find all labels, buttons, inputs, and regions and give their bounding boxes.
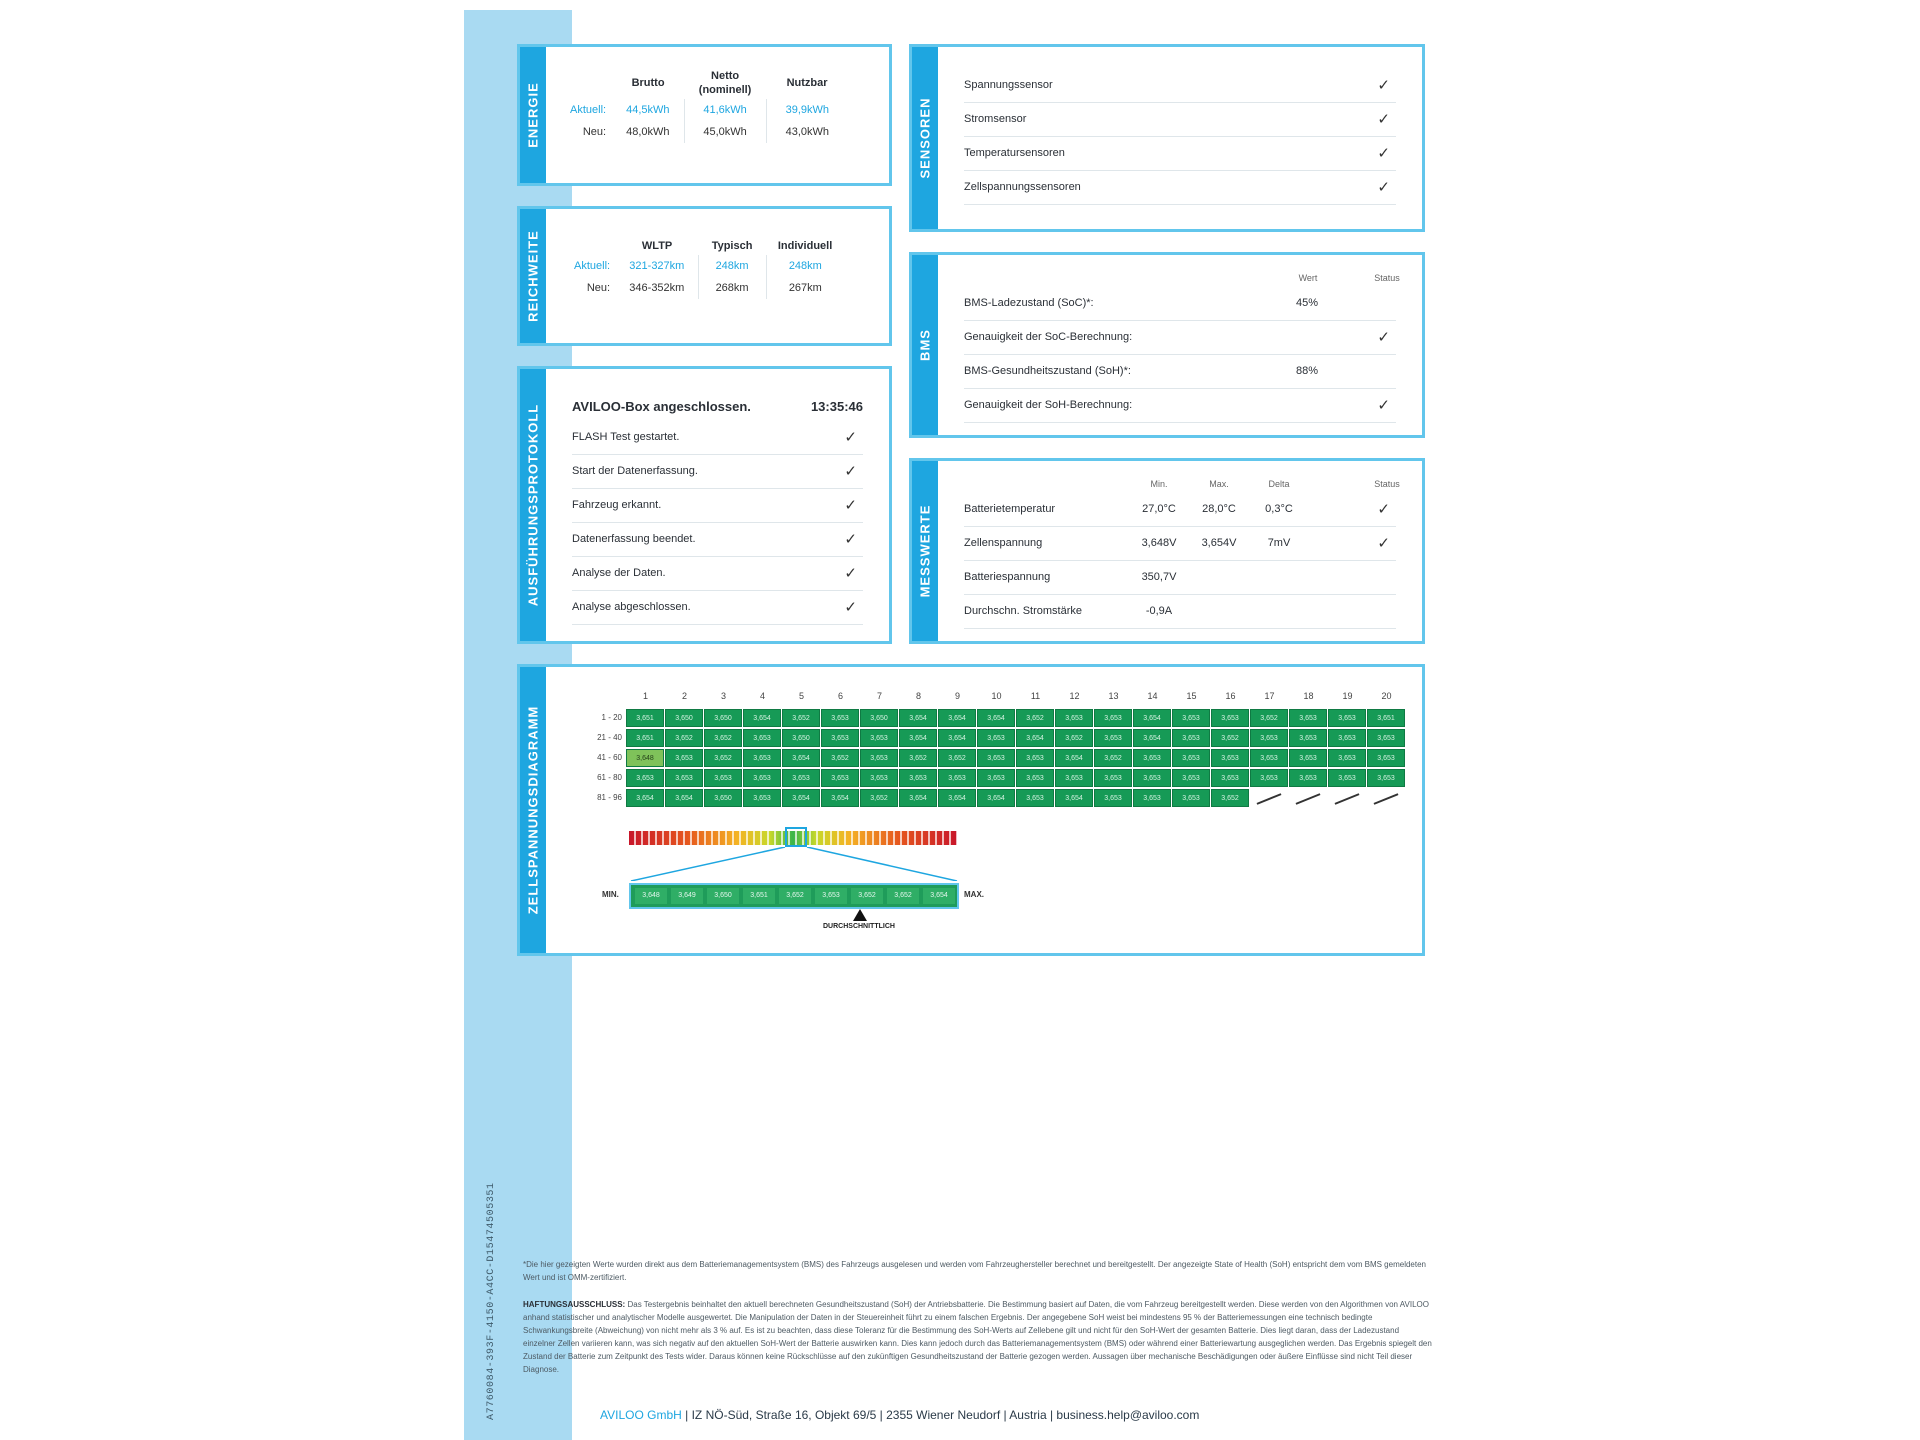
check-icon: ✓ xyxy=(1377,535,1390,552)
messwerte-side-label: MESSWERTE xyxy=(917,504,933,598)
reichweite-value: 346-352km xyxy=(629,282,685,294)
protokoll-item-label: Analyse der Daten. xyxy=(572,567,666,579)
cell-voltage: 3,654 xyxy=(899,729,937,747)
disclaimer xyxy=(523,1298,1433,1376)
cell-voltage: 3,654 xyxy=(938,729,976,747)
energie-side-tab xyxy=(520,47,546,183)
magnified-cell: 3,654 xyxy=(923,888,955,904)
cell-voltage: 3,653 xyxy=(743,749,781,767)
energie-row-label: Neu: xyxy=(582,126,607,138)
column-number: 2 xyxy=(681,691,687,701)
sensor-label: Temperatursensoren xyxy=(964,147,1065,159)
cell-voltage: 3,653 xyxy=(665,769,703,787)
cell-voltage: 3,653 xyxy=(1133,769,1171,787)
sensor-item xyxy=(964,171,1396,205)
column-number: 15 xyxy=(1186,691,1197,701)
protokoll-item-label: Datenerfassung beendet. xyxy=(572,533,696,545)
cell-voltage: 3,652 xyxy=(665,729,703,747)
zoom-funnel xyxy=(629,847,959,881)
magnified-cell: 3,648 xyxy=(635,888,667,904)
cell-voltage: 3,653 xyxy=(1328,769,1366,787)
cell-voltage: 3,654 xyxy=(938,709,976,727)
sensoren-list xyxy=(964,69,1396,205)
cell-voltage: 3,653 xyxy=(1094,769,1132,787)
messwerte-row xyxy=(964,595,1396,629)
sensor-item xyxy=(964,103,1396,137)
column-number: 3 xyxy=(720,691,726,701)
messwerte-max: 28,0°C xyxy=(1202,503,1236,515)
messwerte-min: -0,9A xyxy=(1145,605,1173,617)
reichweite-value: 321-327km xyxy=(629,260,685,272)
cell-voltage: 3,654 xyxy=(1016,729,1054,747)
cell-voltage: 3,652 xyxy=(1211,729,1249,747)
cell-voltage: 3,650 xyxy=(665,709,703,727)
cell-voltage: 3,653 xyxy=(743,789,781,807)
messwerte-min: 3,648V xyxy=(1141,537,1177,549)
cell-voltage: 3,654 xyxy=(1133,729,1171,747)
energie-value: 43,0kWh xyxy=(766,121,848,143)
column-number: 4 xyxy=(759,691,765,701)
cell-voltage: 3,650 xyxy=(704,789,742,807)
column-number: 18 xyxy=(1303,691,1314,701)
cell-voltage: 3,648 xyxy=(626,749,664,767)
magnified-cell: 3,650 xyxy=(707,888,739,904)
max-label: MAX. xyxy=(964,890,984,899)
protokoll-item xyxy=(572,455,863,489)
company-address-rest: | IZ NÖ-Süd, Straße 16, Objekt 69/5 | 2355 Wiener Neudorf | Austria | business.help@aviloo.com xyxy=(681,1408,1200,1422)
bms-header-status: Status xyxy=(1374,273,1400,283)
bms-panel xyxy=(909,252,1425,438)
cell-voltage: 3,653 xyxy=(977,749,1015,767)
bms-row-label: Genauigkeit der SoH-Berechnung: xyxy=(964,399,1133,411)
column-number: 19 xyxy=(1342,691,1353,701)
sensoren-side-tab xyxy=(912,47,938,229)
cell-voltage: 3,651 xyxy=(1367,709,1405,727)
energie-header: Nutzbar xyxy=(786,77,828,89)
column-number: 16 xyxy=(1225,691,1236,701)
cell-voltage: 3,652 xyxy=(1016,709,1054,727)
disclaimer-title: HAFTUNGSAUSSCHLUSS: xyxy=(523,1300,626,1309)
cell-voltage: 3,653 xyxy=(1211,749,1249,767)
company-address xyxy=(600,1408,1199,1422)
cell-voltage: 3,653 xyxy=(977,729,1015,747)
cell-voltage: 3,653 xyxy=(1055,769,1093,787)
messwerte-row-label: Zellenspannung xyxy=(964,537,1043,549)
messwerte-header-max: Max. xyxy=(1209,479,1229,489)
check-icon: ✓ xyxy=(1377,179,1390,196)
empty-cell-slash xyxy=(1335,793,1360,805)
check-icon: ✓ xyxy=(1377,501,1390,518)
cell-voltage: 3,653 xyxy=(1328,709,1366,727)
energie-panel xyxy=(517,44,892,186)
magnified-cell: 3,651 xyxy=(743,888,775,904)
protokoll-item xyxy=(572,557,863,591)
reichweite-value: 268km xyxy=(698,277,766,299)
check-icon: ✓ xyxy=(1377,397,1390,414)
column-number: 5 xyxy=(798,691,804,701)
row-range-label: 1 - 20 xyxy=(601,713,622,722)
cell-voltage: 3,653 xyxy=(704,769,742,787)
cell-voltage: 3,653 xyxy=(626,769,664,787)
bms-row xyxy=(964,287,1396,321)
messwerte-list xyxy=(964,493,1396,629)
cell-voltage: 3,653 xyxy=(1094,789,1132,807)
cell-voltage: 3,653 xyxy=(1016,769,1054,787)
bms-header-wert: Wert xyxy=(1298,273,1318,283)
cell-voltage: 3,654 xyxy=(821,789,859,807)
cell-voltage: 3,654 xyxy=(938,789,976,807)
messwerte-delta: 7mV xyxy=(1267,537,1291,549)
column-number: 14 xyxy=(1147,691,1158,701)
empty-cell-slash xyxy=(1374,793,1399,805)
protokoll-item-label: Fahrzeug erkannt. xyxy=(572,499,662,511)
protokoll-list xyxy=(572,421,863,625)
magnified-range xyxy=(629,883,959,909)
cell-voltage: 3,653 xyxy=(1328,749,1366,767)
cell-voltage: 3,654 xyxy=(899,789,937,807)
cell-voltage: 3,653 xyxy=(860,729,898,747)
check-icon: ✓ xyxy=(1377,329,1390,346)
cell-voltage: 3,652 xyxy=(860,789,898,807)
check-icon: ✓ xyxy=(844,463,857,480)
cell-voltage: 3,653 xyxy=(1367,729,1405,747)
reichweite-value: 267km xyxy=(766,277,844,299)
cell-voltage: 3,653 xyxy=(899,769,937,787)
disclaimer-text: Das Testergebnis beinhaltet den aktuell berechneten Gesundheitszustand (SoH) der Antriebsbatterie. Die Bestimmung basiert auf Daten, die vom Fahrzeug bereitgestellt werden. Diese werden von den Algorithmen von AVILOO anhand statistischer und analytischer Modelle ausgewertet. Die Manipulation der Daten in der Steuereinheit führt zu einem falschen Ergebnis. Der angegebene SoH weist bei mindestens 95 % der Batteriemessungen eine technisch bedingte Schwankungsbreite (Abweichung) von nicht mehr als 3 % auf. Es ist zu beachten, dass diese Toleranz für die Bestimmung des SoH-Werts auf Zellebene gilt und nicht für den SoH-Wert der gesamten Batterie. Dies liegt daran, dass der Ladezustand einzelner Zellen variieren kann, was sich negativ auf den aktuellen SoH-Wert der Batterie auswirken kann. Dies kann jedoch durch das Batteriemanagementsystem (BMS) oder während einer Batteriewartung ausgeglichen werden. Das Ergebnis spiegelt den Zustand der Batterie zum Zeitpunkt des Tests wider. Daraus können keine Rückschlüsse auf den zukünftigen Gesundheitszustand der Batterie gezogen werden. Aussagen über mechanische Beschädigungen oder äußere Einflüsse sind nicht Teil dieser Diagnose. xyxy=(523,1300,1432,1374)
check-icon: ✓ xyxy=(844,599,857,616)
cell-voltage: 3,653 xyxy=(860,749,898,767)
cell-voltage: 3,653 xyxy=(1250,729,1288,747)
energie-value: 44,5kWh xyxy=(626,104,670,116)
cell-voltage: 3,653 xyxy=(860,769,898,787)
reichweite-row-label: Neu: xyxy=(586,282,611,294)
cell-voltage: 3,653 xyxy=(1133,749,1171,767)
column-number: 8 xyxy=(915,691,921,701)
cell-voltage: 3,653 xyxy=(1172,749,1210,767)
bms-row xyxy=(964,389,1396,423)
sensor-label: Zellspannungssensoren xyxy=(964,181,1081,193)
energie-table xyxy=(564,67,848,143)
energie-header: Brutto xyxy=(631,77,665,89)
messwerte-side-tab xyxy=(912,461,938,641)
bms-row xyxy=(964,321,1396,355)
cell-voltage: 3,652 xyxy=(782,709,820,727)
cell-voltage: 3,654 xyxy=(743,709,781,727)
protokoll-item xyxy=(572,421,863,455)
protokoll-side-label: AUSFÜHRUNGSPROTOKOLL xyxy=(525,403,541,607)
cell-voltage: 3,654 xyxy=(626,789,664,807)
cell-voltage: 3,650 xyxy=(782,729,820,747)
bms-side-label: BMS xyxy=(917,329,933,361)
cell-voltage: 3,653 xyxy=(1250,749,1288,767)
sensor-item xyxy=(964,69,1396,103)
cell-voltage: 3,653 xyxy=(1016,789,1054,807)
cell-voltage: 3,653 xyxy=(1172,729,1210,747)
protokoll-item xyxy=(572,523,863,557)
check-icon: ✓ xyxy=(844,497,857,514)
protokoll-side-tab xyxy=(520,369,546,641)
messwerte-header-delta: Delta xyxy=(1268,479,1290,489)
zellspannung-side-label: ZELLSPANNUNGSDIAGRAMM xyxy=(525,705,541,915)
bms-row-label: Genauigkeit der SoC-Berechnung: xyxy=(964,331,1133,343)
cell-voltage: 3,653 xyxy=(1172,789,1210,807)
cell-voltage: 3,653 xyxy=(1289,749,1327,767)
column-number: 7 xyxy=(876,691,882,701)
cell-voltage: 3,654 xyxy=(1055,749,1093,767)
column-number: 20 xyxy=(1381,691,1392,701)
sensoren-panel xyxy=(909,44,1425,232)
min-label: MIN. xyxy=(602,890,619,899)
energie-value: 41,6kWh xyxy=(684,99,766,121)
row-range-label: 41 - 60 xyxy=(597,753,622,762)
energie-row-label: Aktuell: xyxy=(570,104,607,116)
cell-voltage: 3,653 xyxy=(1172,769,1210,787)
messwerte-row xyxy=(964,493,1396,527)
cell-voltage: 3,653 xyxy=(1289,729,1327,747)
bms-row-label: BMS-Gesundheitszustand (SoH)*: xyxy=(964,365,1131,377)
cell-voltage: 3,653 xyxy=(977,769,1015,787)
cell-voltage: 3,654 xyxy=(782,749,820,767)
messwerte-row-label: Batterietemperatur xyxy=(964,503,1056,515)
cell-voltage: 3,653 xyxy=(1328,729,1366,747)
average-label: DURCHSCHNITTLICH xyxy=(823,923,895,930)
check-icon: ✓ xyxy=(844,429,857,446)
cell-voltage: 3,653 xyxy=(1367,769,1405,787)
magnified-cell: 3,652 xyxy=(887,888,919,904)
cell-voltage: 3,652 xyxy=(704,729,742,747)
zellspannung-side-tab xyxy=(520,667,546,953)
magnified-cell: 3,653 xyxy=(815,888,847,904)
column-number: 1 xyxy=(642,691,648,701)
reichweite-table xyxy=(568,237,844,299)
cell-voltage: 3,653 xyxy=(1211,709,1249,727)
reichweite-panel xyxy=(517,206,892,346)
messwerte-min: 27,0°C xyxy=(1142,503,1176,515)
check-icon: ✓ xyxy=(1377,111,1390,128)
company-brand: AVILOO GmbH xyxy=(600,1408,682,1422)
messwerte-header-status: Status xyxy=(1374,479,1400,489)
protokoll-item xyxy=(572,489,863,523)
cell-voltage: 3,654 xyxy=(782,789,820,807)
cell-voltage: 3,650 xyxy=(860,709,898,727)
row-range-label: 21 - 40 xyxy=(597,733,622,742)
protokoll-time: 13:35:46 xyxy=(810,399,863,414)
cell-voltage: 3,653 xyxy=(1250,769,1288,787)
protokoll-item-label: FLASH Test gestartet. xyxy=(572,431,680,443)
bms-side-tab xyxy=(912,255,938,435)
check-icon: ✓ xyxy=(1377,145,1390,162)
cell-voltage: 3,653 xyxy=(821,709,859,727)
cell-voltage: 3,653 xyxy=(821,729,859,747)
messwerte-row-label: Durchschn. Stromstärke xyxy=(964,605,1082,617)
protokoll-item xyxy=(572,591,863,625)
column-number: 12 xyxy=(1069,691,1080,701)
cell-voltage: 3,653 xyxy=(1016,749,1054,767)
column-number: 17 xyxy=(1264,691,1275,701)
check-icon: ✓ xyxy=(1377,77,1390,94)
cell-voltage: 3,653 xyxy=(1172,709,1210,727)
cell-voltage: 3,653 xyxy=(1211,769,1249,787)
cell-voltage: 3,652 xyxy=(1055,729,1093,747)
cell-voltage: 3,652 xyxy=(1211,789,1249,807)
cell-voltage: 3,653 xyxy=(938,769,976,787)
energie-header: Netto (nominell) xyxy=(698,70,752,96)
energie-value: 48,0kWh xyxy=(626,126,670,138)
protokoll-title: AVILOO-Box angeschlossen. xyxy=(572,399,751,414)
protokoll-panel xyxy=(517,366,892,644)
cell-voltage: 3,654 xyxy=(977,709,1015,727)
column-number: 11 xyxy=(1030,691,1041,701)
messwerte-panel xyxy=(909,458,1425,644)
check-icon: ✓ xyxy=(844,531,857,548)
cell-voltage: 3,653 xyxy=(665,749,703,767)
reichweite-row-label: Aktuell: xyxy=(574,260,611,272)
magnified-cell: 3,652 xyxy=(779,888,811,904)
cell-voltage: 3,652 xyxy=(938,749,976,767)
column-number: 13 xyxy=(1108,691,1119,701)
sensoren-side-label: SENSOREN xyxy=(917,97,933,179)
bms-list xyxy=(964,287,1396,423)
reichweite-header: WLTP xyxy=(641,240,673,252)
sensor-label: Spannungssensor xyxy=(964,79,1053,91)
cell-voltage: 3,650 xyxy=(704,709,742,727)
reichweite-side-label: REICHWEITE xyxy=(525,230,541,322)
cell-voltage: 3,653 xyxy=(1133,789,1171,807)
cell-voltage: 3,654 xyxy=(899,709,937,727)
column-number: 6 xyxy=(837,691,843,701)
messwerte-header-min: Min. xyxy=(1150,479,1168,489)
reichweite-header: Typisch xyxy=(711,240,753,252)
cell-voltage: 3,653 xyxy=(1055,709,1093,727)
sensor-item xyxy=(964,137,1396,171)
cell-voltage: 3,654 xyxy=(1133,709,1171,727)
empty-cell-slash xyxy=(1257,793,1282,805)
messwerte-row xyxy=(964,527,1396,561)
empty-cell-slash xyxy=(1296,793,1321,805)
cell-voltage: 3,651 xyxy=(626,729,664,747)
zellspannung-panel xyxy=(517,664,1425,956)
cell-voltage: 3,653 xyxy=(1289,769,1327,787)
bms-row-value: 45% xyxy=(1295,297,1319,309)
messwerte-delta: 0,3°C xyxy=(1265,503,1293,515)
sensor-label: Stromsensor xyxy=(964,113,1027,125)
cell-voltage: 3,653 xyxy=(782,769,820,787)
footnote: *Die hier gezeigten Werte wurden direkt aus dem Batteriemanagementsystem (BMS) des Fahrzeugs ausgelesen und werden vom Fahrzeughersteller berechnet und bereitgestellt. Der angezeigte State of Health (SoH) entspricht dem vom BMS gemeldeten Wert und ist OMM-zertifiziert. xyxy=(523,1260,1426,1282)
cell-voltage: 3,653 xyxy=(1094,709,1132,727)
column-number: 10 xyxy=(991,691,1002,701)
cell-voltage: 3,652 xyxy=(704,749,742,767)
cell-voltage: 3,651 xyxy=(626,709,664,727)
messwerte-row-label: Batteriespannung xyxy=(964,571,1051,583)
energie-side-label: ENERGIE xyxy=(525,82,541,148)
cell-voltage: 3,654 xyxy=(1055,789,1093,807)
cell-voltage: 3,653 xyxy=(821,769,859,787)
cell-voltage: 3,652 xyxy=(1094,749,1132,767)
cell-voltage: 3,653 xyxy=(1289,709,1327,727)
cell-voltage: 3,652 xyxy=(899,749,937,767)
messwerte-min: 350,7V xyxy=(1141,571,1177,583)
column-number: 9 xyxy=(954,691,960,701)
cell-voltage: 3,652 xyxy=(821,749,859,767)
check-icon: ✓ xyxy=(844,565,857,582)
row-range-label: 81 - 96 xyxy=(597,793,622,802)
energie-value: 45,0kWh xyxy=(684,121,766,143)
bms-row xyxy=(964,355,1396,389)
reichweite-header: Individuell xyxy=(777,240,833,252)
magnified-cell: 3,649 xyxy=(671,888,703,904)
messwerte-row xyxy=(964,561,1396,595)
cell-voltage: 3,653 xyxy=(1094,729,1132,747)
scale-selection-marker xyxy=(785,827,807,847)
magnified-cell: 3,652 xyxy=(851,888,883,904)
row-range-label: 61 - 80 xyxy=(597,773,622,782)
reichweite-value: 248km xyxy=(766,255,844,277)
reichweite-value: 248km xyxy=(698,255,766,277)
cell-voltage: 3,653 xyxy=(743,729,781,747)
average-marker-icon xyxy=(853,909,867,921)
cell-voltage: 3,654 xyxy=(665,789,703,807)
reichweite-side-tab xyxy=(520,209,546,343)
bms-row-value: 88% xyxy=(1295,365,1319,377)
cell-voltage: 3,653 xyxy=(1367,749,1405,767)
protokoll-item-label: Analyse abgeschlossen. xyxy=(572,601,691,613)
bms-row-label: BMS-Ladezustand (SoC)*: xyxy=(964,297,1094,309)
cell-voltage: 3,652 xyxy=(1250,709,1288,727)
energie-value: 39,9kWh xyxy=(766,99,848,121)
cell-voltage: 3,654 xyxy=(977,789,1015,807)
protokoll-item-label: Start der Datenerfassung. xyxy=(572,465,698,477)
messwerte-max: 3,654V xyxy=(1201,537,1237,549)
document-id: A7760084-393F-4150-A4CC-D15474505351 xyxy=(486,1182,497,1420)
cell-voltage: 3,653 xyxy=(743,769,781,787)
